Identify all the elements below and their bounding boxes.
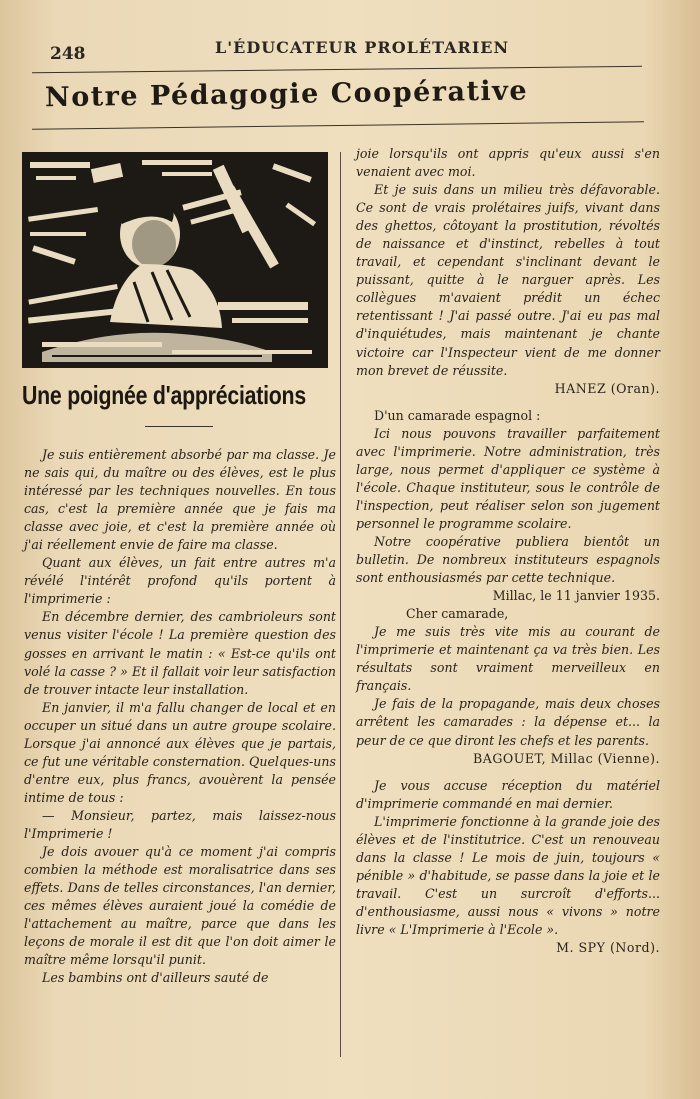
paragraph: Quant aux élèves, un fait entre autres m'a révélé l'intérêt profond qu'ils portent à l'imprimerie : [24,555,336,607]
paragraph: joie lorsqu'ils ont appris qu'eux aussi s'en venaient avec moi. [356,146,660,180]
right-column [356,145,660,957]
salutation: Cher camarade, [406,606,509,622]
column-divider [340,152,341,1057]
paragraph: Et je suis dans un milieu très défavorable. Ce sont de vrais prolétaires juifs, vivant dans des ghettos, côtoyant la prostitution, révoltés de naissance et d'instinct, rebelles à tout travail, et cependant s'inclinant devant le puissant, quitte à le narguer après. Les collègues m'avaient prédit un échec retentissant ! J'ai passé outre. J'ai eu pas mal d'inquiétudes, mais maintenant je chante victoire car l'Inspecteur vient de me donner mon brevet de réussite. [356,182,660,378]
section-title-rule [32,121,644,129]
article-title: Une poignée d'appréciations [22,380,306,410]
signature-hanez: HANEZ (Oran). [554,380,660,396]
woodcut-image [22,152,328,368]
signature-spy: M. SPY (Nord). [556,940,660,956]
dateline: Millac, le 11 janvier 1935. [492,588,660,604]
woodcut-illustration [22,152,328,368]
paragraph: Je fais de la propagande, mais deux choses arrêtent les camarades : la dépense et... la peur de ce que diront les chefs et les parents. [356,696,660,748]
page-number: 248 [50,44,86,64]
paragraph: Je suis entièrement absorbé par ma classe. Je ne sais qui, du maître ou des élèves, est le plus intéressé par les techniques nouvelles. En tous cas, c'est la première année que je fais ma classe avec joie, et c'est la première année où j'ai réellement envie de faire ma classe. [24,447,336,553]
paragraph: — Monsieur, partez, mais laissez-nous l'Imprimerie ! [24,807,336,841]
left-column [24,446,336,987]
signature-bagouet: BAGOUET, Millac (Vienne). [473,750,660,766]
paragraph: Ici nous pouvons travailler parfaitement avec l'imprimerie. Notre administration, très large, nous permet d'appliquer ce système à l'école. Chaque instituteur, sous le contrôle de l'inspection, peut réaliser selon son jugement personnel le programme scolaire. [356,425,660,531]
journal-title: L'ÉDUCATEUR PROLÉTARIEN [215,38,510,57]
spanish-intro: D'un camarade espagnol : [374,407,541,423]
paragraph: Les bambins ont d'ailleurs sauté de [42,970,269,986]
section-title: Notre Pédagogie Coopérative [44,75,529,114]
paragraph: En janvier, il m'a fallu changer de local et en occuper un situé dans un autre groupe scolaire. Lorsque j'ai annoncé aux élèves que je partais, ce fut une véritable consternation. Quelques-uns d'entre eux, plus francs, avouèrent la pensée intime de tous : [24,699,336,805]
paragraph: L'imprimerie fonctionne à la grande joie des élèves et de l'institutrice. C'est un renouveau dans la classe ! Le mois de juin, toujours « pénible » d'habitude, se passe dans la joie et le travail. C'est un surcroît d'efforts... d'enthousiasme, aussi nous « vivons » notre livre « L'Imprimerie à l'Ecole ». [356,813,660,937]
paragraph: Je vous accuse réception du matériel d'imprimerie commandé en mai dernier. [356,777,660,811]
paragraph: Je me suis très vite mis au courant de l'imprimerie et maintenant ça va très bien. Les résultats sont vraiment merveilleux en français. [356,624,660,694]
page-header [50,38,640,68]
title-rule [145,426,213,427]
paragraph: Je dois avouer qu'à ce moment j'ai compris combien la méthode est moralisatrice dans ses effets. Dans de telles circonstances, l'an dernier, ces mêmes élèves auraient joué la comédie de l'attachement au maître, parce que dans les leçons de morale il est dit que l'on doit aimer le maître même lorsqu'il punit. [24,844,336,968]
paragraph: En décembre dernier, des cambrioleurs sont venus visiter l'école ! La première question des gosses en arrivant le matin : « Est-ce qu'ils ont volé la casse ? » Et il fallait voir leur satisfaction de trouver intacte leur installation. [24,609,336,697]
paragraph: Notre coopérative publiera bientôt un bulletin. De nombreux instituteurs espagnols sont enthousiasmés par cette technique. [356,533,660,586]
